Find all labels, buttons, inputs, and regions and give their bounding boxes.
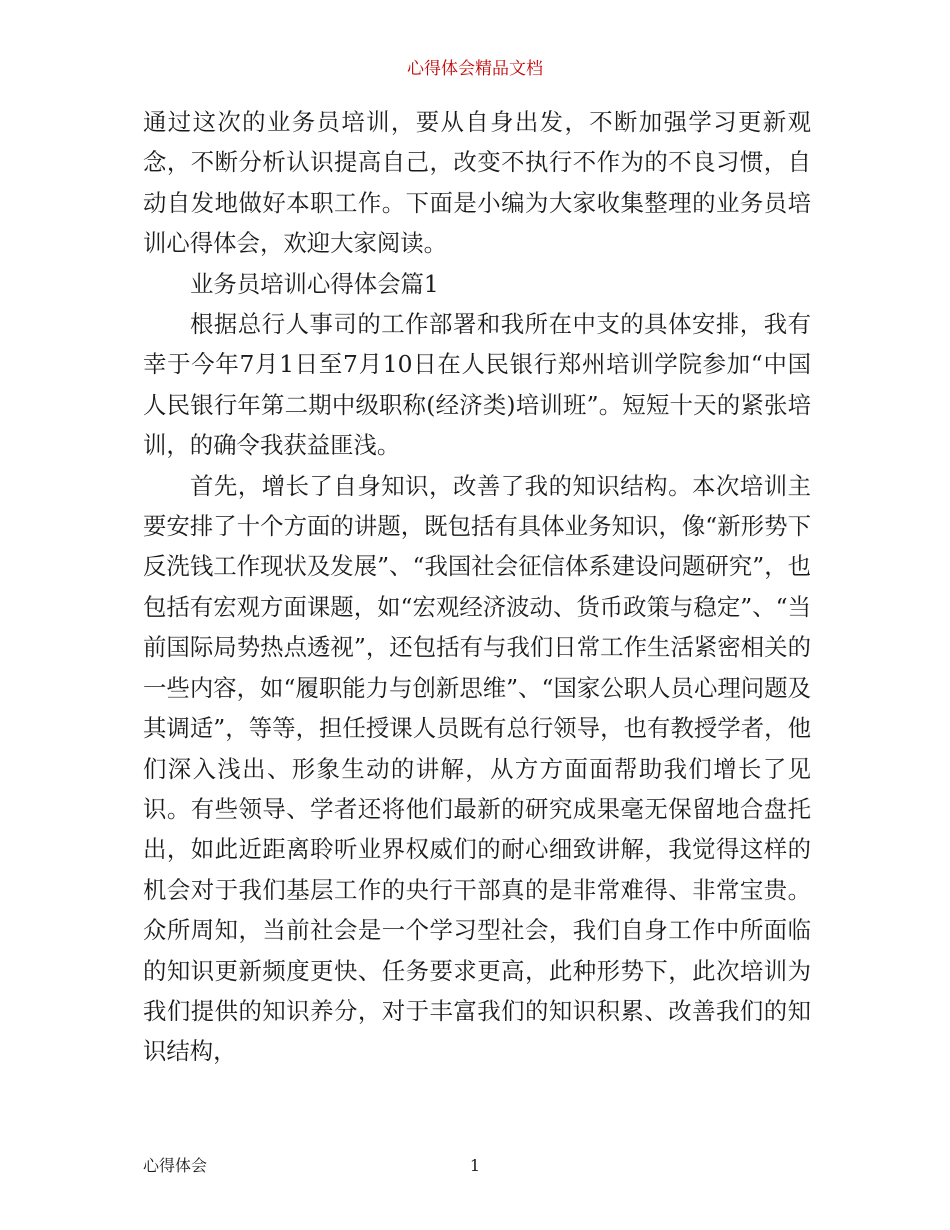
document-body <box>143 102 811 1072</box>
section-heading: 业务员培训心得体会篇1 <box>190 269 439 298</box>
paragraph-knowledge-gain: 首先，增长了自身知识，改善了我的知识结构。本次培训主要安排了十个方面的讲题，既包括有具体业务知识，像“新形势下反洗钱工作现状及发展”、“我国社会征信体系建设问题研究”，也包括有宏观方面课题，如“宏观经济波动、货币政策与稳定”、“当前国际局势热点透视”，还包括有与我们日常工作生活紧密相关的一些内容，如“履职能力与创新思维”、“国家公职人员心理问题及其调适”，等等，担任授课人员既有总行领导，也有教授学者，他们深入浅出、形象生动的讲解，从方方面面帮助我们增长了见识。有些领导、学者还将他们最新的研究成果毫无保留地合盘托出，如此近距离聆听业界权威们的耐心细致讲解，我觉得这样的机会对于我们基层工作的央行干部真的是非常难得、非常宝贵。众所周知，当前社会是一个学习型社会，我们自身工作中所面临的知识更新频度更快、任务要求更高，此种形势下，此次培训为我们提供的知识养分，对于丰富我们的知识积累、改善我们的知识结构， <box>143 471 811 1066</box>
paragraph-training-overview: 根据总行人事司的工作部署和我所在中支的具体安排，我有幸于今年7月1日至7月10日在人民银行郑州培训学院参加“中国人民银行年第二期中级职称(经济类)培训班”。短短十天的紧张培训，的确令我获益匪浅。 <box>143 310 811 460</box>
paragraph-intro: 通过这次的业务员培训，要从自身出发，不断加强学习更新观念，不断分析认识提高自己，改变不执行不作为的不良习惯，自动自发地做好本职工作。下面是小编为大家收集整理的业务员培训心得体会，欢迎大家阅读。 <box>143 108 811 258</box>
page-number: 1 <box>469 1156 481 1175</box>
page-header-title: 心得体会精品文档 <box>407 59 543 79</box>
footer-label: 心得体会 <box>143 1156 208 1175</box>
